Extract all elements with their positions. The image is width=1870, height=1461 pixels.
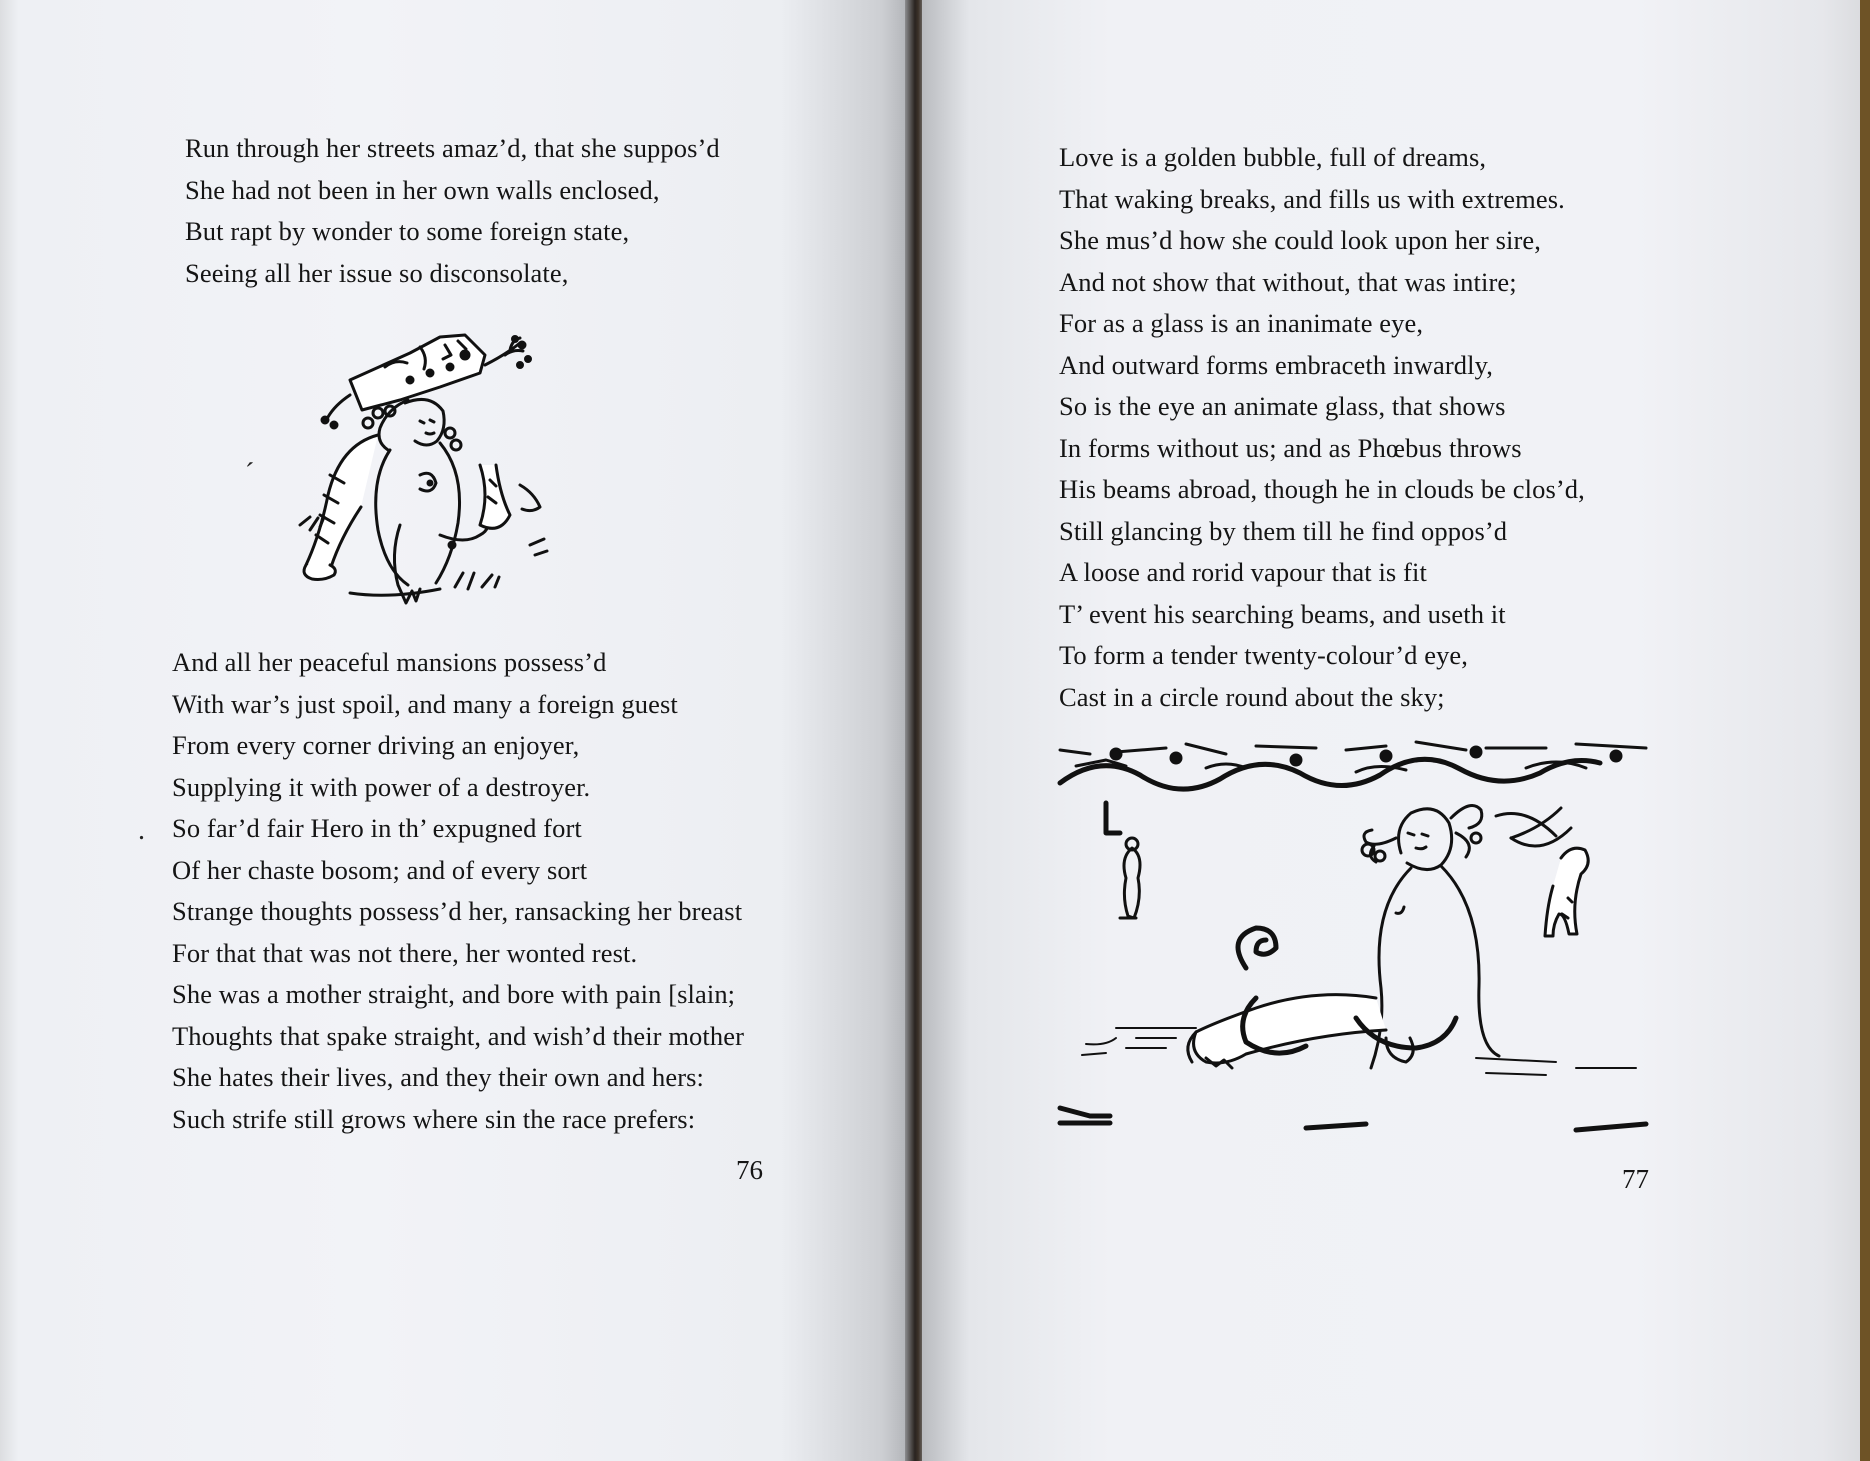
verse-line: So far’d fair Hero in th’ expugned fort <box>172 813 582 843</box>
verse-line: She mus’d how she could look upon her sire, <box>1059 225 1541 255</box>
right-verse <box>1059 137 1585 718</box>
verse-line: From every corner driving an enjoyer, <box>172 730 580 760</box>
seated-nude-woman-with-hat-illustration <box>290 325 590 615</box>
verse-line: With war’s just spoil, and many a foreign guest <box>172 688 678 719</box>
verse-line: For that that was not there, her wonted rest. <box>172 937 638 968</box>
verse-line: Cast in a circle round about the sky; <box>1059 681 1445 712</box>
ink-speck: . <box>138 815 145 846</box>
verse-line: In forms without us; and as Phœbus throws <box>1059 432 1522 463</box>
verse-line: His beams abroad, though he in clouds be clos’d, <box>1059 474 1585 504</box>
verse-line: And outward forms embraceth inwardly, <box>1059 349 1493 380</box>
right-page <box>922 0 1870 1461</box>
verse-line: Love is a golden bubble, full of dreams, <box>1059 142 1487 172</box>
verse-line: And all her peaceful mansions possess’d <box>172 647 607 677</box>
verse-line: Strange thoughts possess’d her, ransacking her breast <box>172 896 743 926</box>
verse-line: A loose and rorid vapour that is fit <box>1059 557 1427 587</box>
book-edge <box>1860 0 1870 1461</box>
verse-line: So is the eye an animate glass, that shows <box>1059 391 1506 421</box>
verse-line: Still glancing by them till he find oppos’d <box>1059 515 1508 546</box>
verse-line: She was a mother straight, and bore with pain [slain; <box>172 979 736 1009</box>
verse-line: Seeing all her issue so disconsolate, <box>185 257 569 288</box>
verse-line: Thoughts that spake straight, and wish’d their mother <box>172 1020 744 1051</box>
page-number-left: 76 <box>736 1155 763 1185</box>
verse-line: To form a tender twenty-colour’d eye, <box>1059 640 1469 670</box>
verse-line: She hates their lives, and they their own and hers: <box>172 1062 705 1092</box>
verse-line: And not show that without, that was intire; <box>1059 266 1517 297</box>
left-page <box>0 0 918 1461</box>
verse-line: T’ event his searching beams, and useth it <box>1059 598 1506 629</box>
verse-line: For as a glass is an inanimate eye, <box>1059 308 1424 338</box>
verse-line: Supplying it with power of a destroyer. <box>172 771 591 802</box>
verse-line: Run through her streets amaz’d, that she suppos’d <box>185 133 720 163</box>
left-verse-top <box>185 128 720 294</box>
verse-line: Of her chaste bosom; and of every sort <box>172 854 588 885</box>
verse-line: She had not been in her own walls enclosed, <box>185 174 660 205</box>
ink-speck: ˊ <box>245 458 255 489</box>
verse-line: Such strife still grows where sin the race prefers: <box>172 1103 696 1134</box>
page-number-right: 77 <box>1622 1164 1649 1194</box>
left-verse-bottom <box>172 642 744 1140</box>
verse-line: That waking breaks, and fills us with extremes. <box>1059 183 1565 214</box>
verse-line: But rapt by wonder to some foreign state, <box>185 216 630 246</box>
seated-woman-landscape-cupid-archer-illustration <box>1056 738 1658 1148</box>
